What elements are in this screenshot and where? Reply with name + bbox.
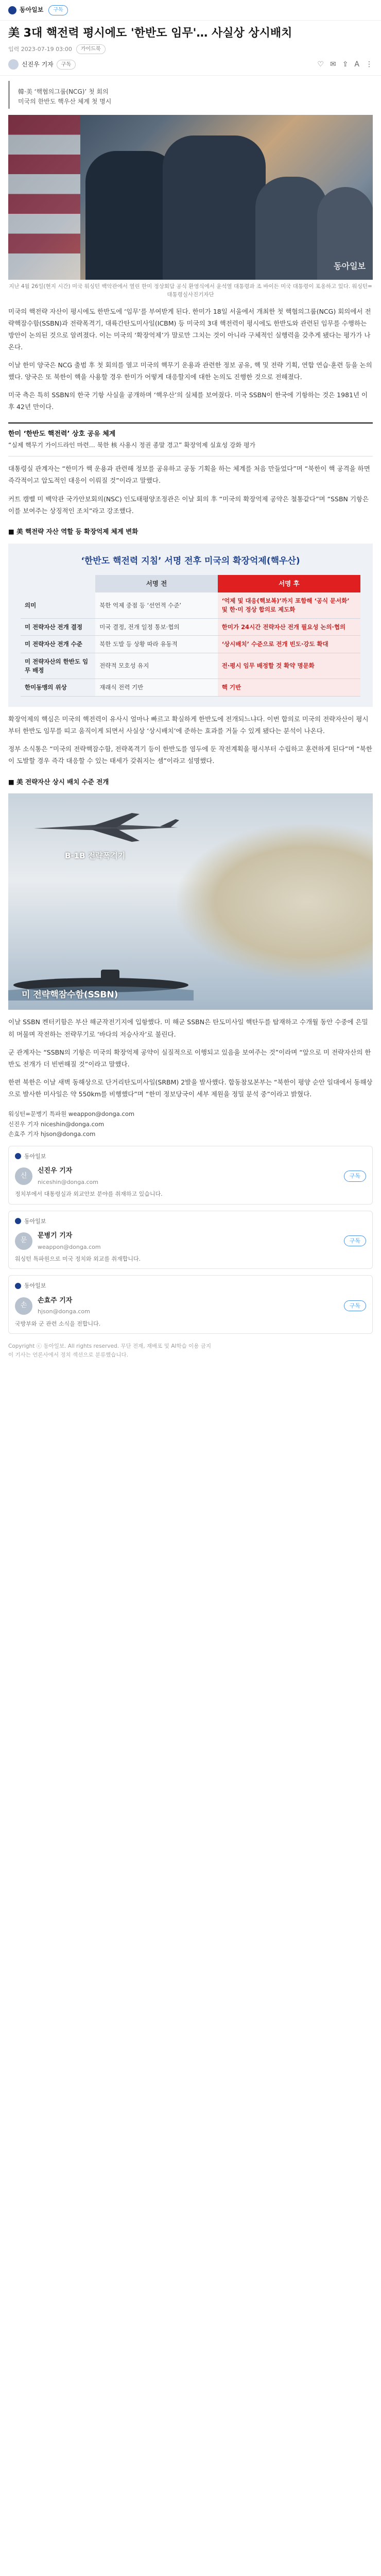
after-cell: 핵 기반 (218, 679, 360, 697)
paragraph: 이날 SSBN 켄터키함은 부산 해군작전기지에 입항했다. 미 해군 SSBN은 탄도미사일 핵탄두를 탑재하고 수개월 동안 수중에 은밀히 머물며 작전하는 전략무기로 ‘바다의 저승사자’로 불린다. (8, 1018, 368, 1038)
reporter-description: 워싱턴 특파원으로 미국 정치와 외교를 취재합니다. (15, 1255, 141, 1262)
reporter-follow-button[interactable]: 구독 (344, 1171, 366, 1181)
table-header-empty (21, 575, 95, 592)
after-cell: 전·평시 임무 배정할 것 확약 명문화 (218, 653, 360, 679)
article-tools (317, 58, 373, 71)
before-cell: 북한 억제 중점 등 ‘선언적 수준’ (95, 592, 218, 618)
row-label: 한미동맹의 위상 (21, 679, 95, 697)
person-figure (163, 135, 266, 280)
reporter-brand-name: 동아일보 (24, 1217, 46, 1225)
author-name[interactable]: 신진우 기자 (22, 60, 54, 68)
table-row (21, 653, 360, 679)
article-headline: 美 3대 핵전력 평시에도 '한반도 임무'… 사실상 상시배치 (8, 27, 292, 40)
brand-name: 동아일보 (20, 6, 44, 13)
peninsula-terrain (177, 824, 373, 979)
paragraph: 미국의 핵전략 자산이 평시에도 한반도에 ‘임무’를 부여받게 된다. 한미가 18일 서울에서 개최한 첫 핵협의그룹(NCG) 회의에서 전략핵잠수함(SSBN)과 전략폭격기, 대륙간탄도미사일(ICBM) 등 미국의 3대 핵전력이 평시에도 한반도와 관련된 임무를 수행하는 방안이 논의된 것으로 알려졌다. 이는 미국의 ‘확장억제’가 말로만 그치는 것이 아니라 구체적인 실행력을 갖추게 됐다는 평가가 나온다. (8, 307, 371, 351)
comment-icon[interactable]: ✉ (330, 60, 336, 69)
reporter-brand (15, 1216, 366, 1226)
reporter-email: weappon@donga.com (38, 1243, 101, 1250)
infographic-title: ‘한반도 핵전력 지침’ 서명 전후 미국의 확장억제(핵우산) (81, 555, 300, 566)
reporter-text (38, 1230, 101, 1252)
table-header-row (21, 575, 360, 592)
summary-box (8, 422, 373, 457)
credit-line: 신진우 기자 niceshin@donga.com (8, 1120, 105, 1128)
brand-logo[interactable] (8, 5, 43, 15)
reporter-info (15, 1230, 366, 1252)
author-follow-button[interactable]: 구독 (57, 60, 76, 70)
bomber-label: B-1B 전략폭격기 (65, 851, 126, 861)
reporter-text (38, 1295, 90, 1317)
table-row (21, 619, 360, 636)
row-label: 미 전략자산 전개 수준 (21, 636, 95, 653)
reporter-name[interactable]: 손효주 기자 (38, 1296, 73, 1304)
person-figure (255, 177, 327, 280)
after-cell: ‘상시배치’ 수준으로 전개 빈도·강도 확대 (218, 636, 360, 653)
before-cell: 북한 도발 등 상황 따라 유동적 (95, 636, 218, 653)
brand-mark-icon (15, 1283, 21, 1289)
reporter-name[interactable]: 신진우 기자 (38, 1167, 73, 1175)
summary-title: 한미 ‘한반도 핵전력’ 상호 공유 체계 (8, 430, 116, 438)
article-meta (0, 44, 381, 55)
article-body (0, 707, 381, 767)
reporter-description: 정치부에서 대통령실과 외교안보 분야를 취재하고 있습니다. (15, 1191, 163, 1198)
row-label: 의미 (21, 592, 95, 618)
table-row (21, 679, 360, 697)
sub-headlines (8, 81, 373, 109)
byline-credits (8, 1109, 373, 1140)
reporter-text (38, 1165, 98, 1187)
reporter-name[interactable]: 문병기 기자 (38, 1231, 73, 1240)
article-body (0, 299, 381, 413)
font-size-icon[interactable]: A (354, 60, 359, 69)
article-body (0, 1010, 381, 1100)
paragraph: 한편 북한은 이날 새벽 동해상으로 단거리탄도미사일(SRBM) 2발을 발사했다. 합동참모본부는 “북한이 평양 순안 일대에서 동해상으로 발사한 미사일은 약 550km를 비행했다”며 “한미 정보당국이 세부 제원을 정밀 분석 중”이라고 밝혔다. (8, 1078, 373, 1098)
photo-watermark: 동아일보 (334, 261, 366, 272)
guide-badge[interactable]: 가이드북 (76, 44, 106, 55)
author-info (8, 59, 76, 70)
section-heading: ■ 美 핵전략 자산 역할 등 확장억제 체계 변화 (8, 526, 373, 537)
row-label: 미 전략자산의 한반도 임무 배정 (21, 653, 95, 679)
reporter-avatar: 문 (15, 1232, 32, 1250)
author-avatar (8, 59, 19, 70)
more-icon[interactable]: ⋮ (366, 60, 373, 69)
paragraph: 확장억제의 핵심은 미국의 핵전력이 유사시 얼마나 빠르고 확실하게 한반도에 전개되느냐다. 이번 합의로 미국의 전략자산이 평시부터 한반도 임무를 띠고 움직이게 되면서 사실상 ‘상시배치’에 준하는 효과를 거둘 수 있게 됐다는 분석이 나온다. (8, 715, 369, 735)
reporter-avatar: 손 (15, 1297, 32, 1315)
page-footer (8, 1342, 373, 1360)
reporter-brand (15, 1151, 366, 1161)
flag-backdrop (8, 115, 80, 280)
table-row (21, 636, 360, 653)
summary-text: “실제 핵무기 가이드라인 마련… 북한 核 사용시 정권 종말 경고” 확장억제 실효성 강화 평가 (8, 442, 256, 449)
paragraph: 군 관계자는 “SSBN의 기항은 미국의 확장억제 공약이 실질적으로 이행되고 있음을 보여주는 것”이라며 “앞으로 미 전략자산의 한반도 전개가 더 빈번해질 것”이라고 말했다. (8, 1048, 371, 1068)
before-cell: 재래식 전력 기반 (95, 679, 218, 697)
table-row (21, 592, 360, 618)
lead-photo[interactable] (8, 115, 373, 280)
copyright-text: Copyright ⓒ 동아일보. All rights reserved. 무단 전재, 재배포 및 AI학습 이용 금지 (8, 1343, 212, 1350)
table-header-before: 서명 전 (95, 575, 218, 592)
credit-line: 워싱턴=문병기 특파원 weappon@donga.com (8, 1110, 135, 1118)
before-cell: 미국 결정, 전개 일정 통보·협의 (95, 619, 218, 636)
top-bar (0, 0, 381, 21)
reporter-brand (15, 1281, 366, 1291)
brand-mark-icon (8, 6, 16, 14)
brand-mark-icon (15, 1218, 21, 1224)
author-row (0, 54, 381, 76)
share-icon[interactable]: ⇪ (342, 60, 349, 69)
reporter-email: niceshin@donga.com (38, 1178, 98, 1185)
submarine-label: 미 전략핵잠수함(SSBN) (22, 989, 118, 1000)
paragraph: 정부 소식통은 “미국의 전략핵잠수함, 전략폭격기 등이 한반도를 염두에 둔 작전계획을 평시부터 수립하고 훈련하게 된다”며 “북한이 도발할 경우 즉각 대응할 수 있는 태세가 갖춰지는 셈”이라고 설명했다. (8, 745, 372, 765)
reporter-card[interactable] (8, 1211, 373, 1269)
publish-date: 입력 2023-07-19 03:00 (8, 45, 72, 53)
sub-headline: 韓·美 ‘핵협의그룹(NCG)’ 첫 회의 (18, 88, 109, 95)
paragraph: 커트 캠벨 미 백악관 국가안보회의(NSC) 인도태평양조정관은 이날 회의 후 “미국의 확장억제 공약은 철통같다”며 “SSBN 기항은 이를 보여주는 상징적인 조치”라고 강조했다. (8, 495, 369, 515)
subscribe-button[interactable]: 구독 (48, 5, 67, 15)
reporter-brand-name: 동아일보 (24, 1282, 46, 1290)
paragraph: 대통령실 관계자는 “한미가 핵 운용과 관련해 정보를 공유하고 공동 기획을 하는 체계를 처음 만들었다”며 “북한이 핵 공격을 하면 즉각적이고 압도적인 대응이 이뤄질 것”이라고 말했다. (8, 465, 370, 485)
like-icon[interactable]: ♡ (317, 60, 324, 69)
credit-line: 손효주 기자 hjson@donga.com (8, 1130, 96, 1138)
section-notice: 이 기사는 언론사에서 정치 섹션으로 분류했습니다. (8, 1351, 129, 1358)
paragraph: 이날 한미 양국은 NCG 출범 후 첫 회의를 열고 미국의 핵무기 운용과 관련한 정보 공유, 핵 및 전략 기획, 연합 연습·훈련 등을 논의했다. 양국은 또 북한이 핵을 사용할 경우 한미가 어떻게 대응할지에 대한 논의도 진행한 것으로 전해졌다. (8, 361, 372, 381)
comparison-infographic[interactable] (8, 544, 373, 707)
reporter-email: hjson@donga.com (38, 1308, 90, 1315)
after-cell: 한미가 24시간 전략자산 전개 필요성 논의·협의 (218, 619, 360, 636)
reporter-avatar: 신 (15, 1167, 32, 1185)
brand-mark-icon (15, 1153, 21, 1159)
reporter-info (15, 1295, 366, 1317)
reporter-follow-button[interactable]: 구독 (344, 1300, 366, 1311)
article-body (0, 456, 381, 517)
reporter-follow-button[interactable]: 구독 (344, 1235, 366, 1246)
sub-headline: 미국의 한반도 핵우산 체계 첫 명시 (18, 97, 112, 105)
paragraph: 미국 측은 특히 SSBN의 한국 기항 사실을 공개하며 ‘핵우산’의 실체를 보여줬다. 미국 SSBN이 한국에 기항하는 것은 1981년 이후 42년 만이다. (8, 391, 368, 411)
reporter-description: 국방부와 군 관련 소식을 전합니다. (15, 1320, 101, 1327)
reporter-brand-name: 동아일보 (24, 1153, 46, 1160)
section-heading: ■ 美 전략자산 상시 배치 수준 전개 (8, 776, 373, 788)
reporter-card[interactable] (8, 1146, 373, 1205)
before-cell: 전략적 모호성 유지 (95, 653, 218, 679)
reporter-card[interactable] (8, 1275, 373, 1334)
photo-caption: 지난 4월 26일(현지 시간) 미국 워싱턴 백악관에서 열린 한미 정상회담 공식 환영식에서 윤석열 대통령과 조 바이든 미국 대통령이 포옹하고 있다. 워싱턴=대통령실사진기자단 (9, 283, 372, 298)
reporter-info (15, 1165, 366, 1187)
after-cell: ‘억제 및 대응(핵보복)’까지 포함해 ‘공식 문서화’ 및 한·미 정상 합의로 제도화 (218, 592, 360, 618)
table-header-after: 서명 후 (218, 575, 360, 592)
bomber-illustration (29, 809, 183, 845)
strategic-assets-image[interactable] (8, 793, 373, 1010)
row-label: 미 전략자산 전개 결정 (21, 619, 95, 636)
comparison-table (21, 575, 360, 697)
